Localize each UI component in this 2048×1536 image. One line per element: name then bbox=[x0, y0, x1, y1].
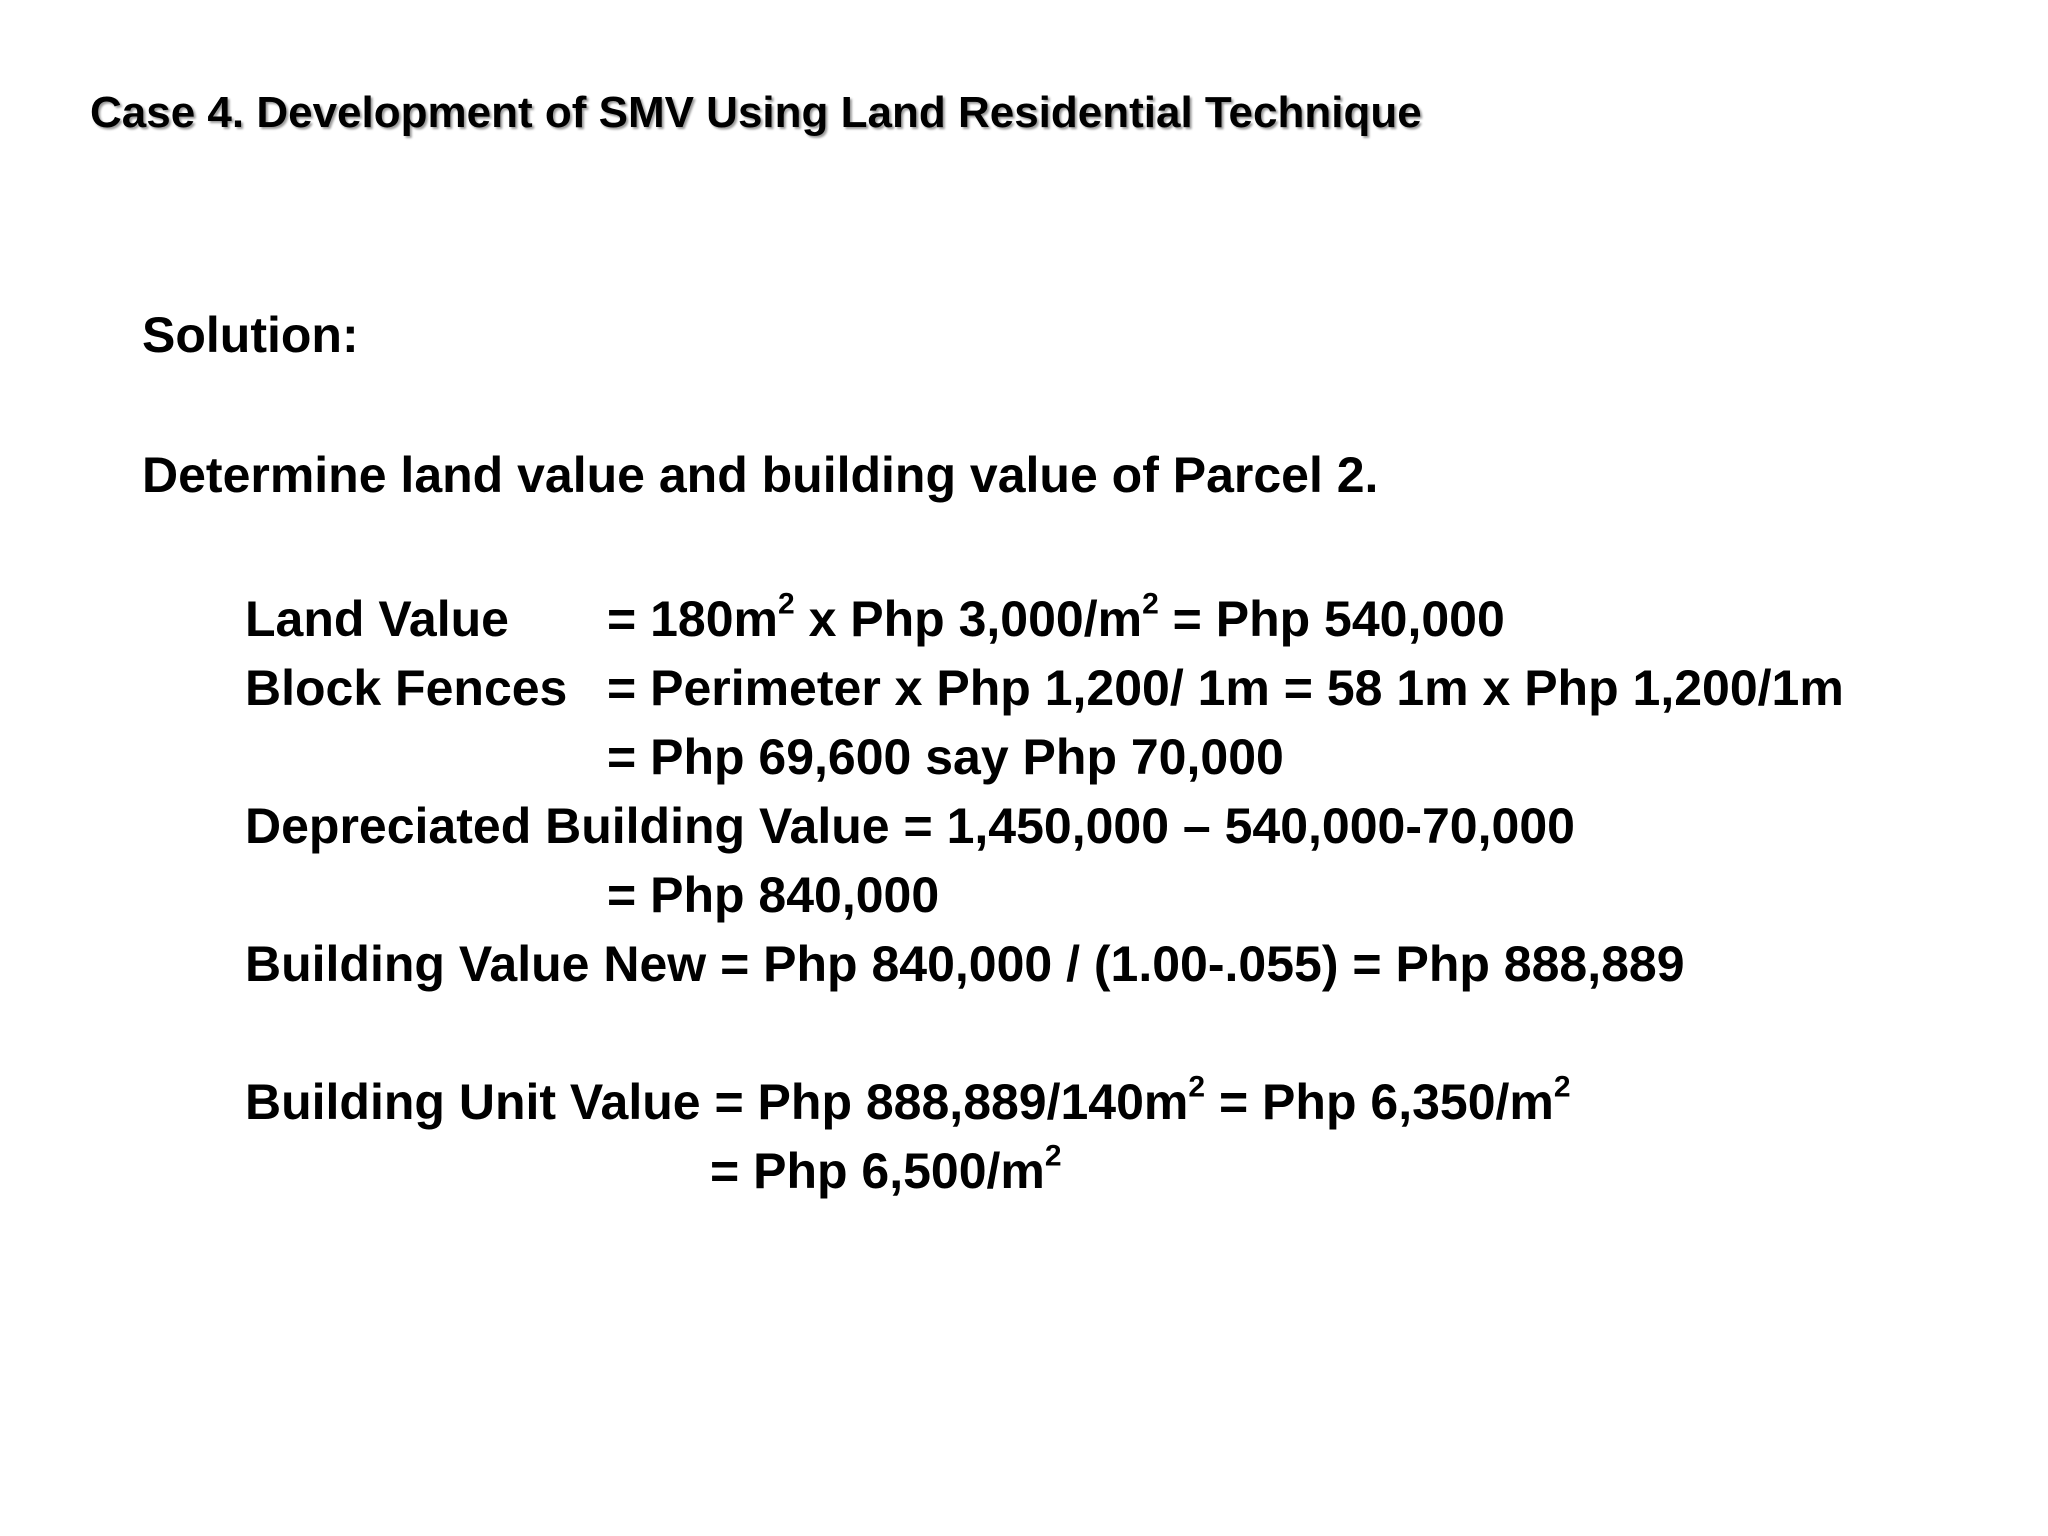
building-value-new: Building Value New = Php 840,000 / (1.00-.055) = Php 888,889 bbox=[245, 936, 1685, 992]
block-fences-label: Block Fences bbox=[245, 660, 568, 716]
unit-value-sup: 2 bbox=[1553, 1070, 1571, 1104]
land-value-label: Land Value bbox=[245, 591, 509, 647]
depreciated-result: = Php 840,000 bbox=[607, 867, 940, 923]
building-unit-value bbox=[245, 1068, 1571, 1137]
slide-title: Case 4. Development of SMV Using Land Residential Technique bbox=[90, 88, 1422, 137]
block-fences-result: = Php 69,600 say Php 70,000 bbox=[607, 729, 1284, 785]
land-value-expression bbox=[607, 585, 1505, 654]
land-value-sup: 2 bbox=[777, 587, 795, 621]
depreciated-building-value: Depreciated Building Value = 1,450,000 – 540,000-70,000 bbox=[245, 798, 1575, 854]
unit-value-result-sup: 2 bbox=[1044, 1139, 1062, 1173]
unit-value-result-text: = Php 6,500/m bbox=[710, 1143, 1045, 1199]
unit-value-sup: 2 bbox=[1188, 1070, 1206, 1104]
unit-value-part: Building Unit Value = Php 888,889/140m bbox=[245, 1074, 1189, 1130]
instruction-text: Determine land value and building value of Parcel 2. bbox=[142, 447, 1379, 503]
unit-value-part: = Php 6,350/m bbox=[1205, 1074, 1554, 1130]
land-value-expr-part: = Php 540,000 bbox=[1158, 591, 1505, 647]
land-value-sup: 2 bbox=[1142, 587, 1159, 621]
solution-label: Solution: bbox=[142, 307, 359, 363]
land-value-expr-part: = 180m bbox=[607, 591, 778, 647]
block-fences-expression: = Perimeter x Php 1,200/ 1m = 58 1m x Php 1,200/1m bbox=[607, 660, 1844, 716]
unit-value-result bbox=[710, 1137, 1062, 1206]
land-value-expr-part: x Php 3,000/m bbox=[794, 591, 1143, 647]
